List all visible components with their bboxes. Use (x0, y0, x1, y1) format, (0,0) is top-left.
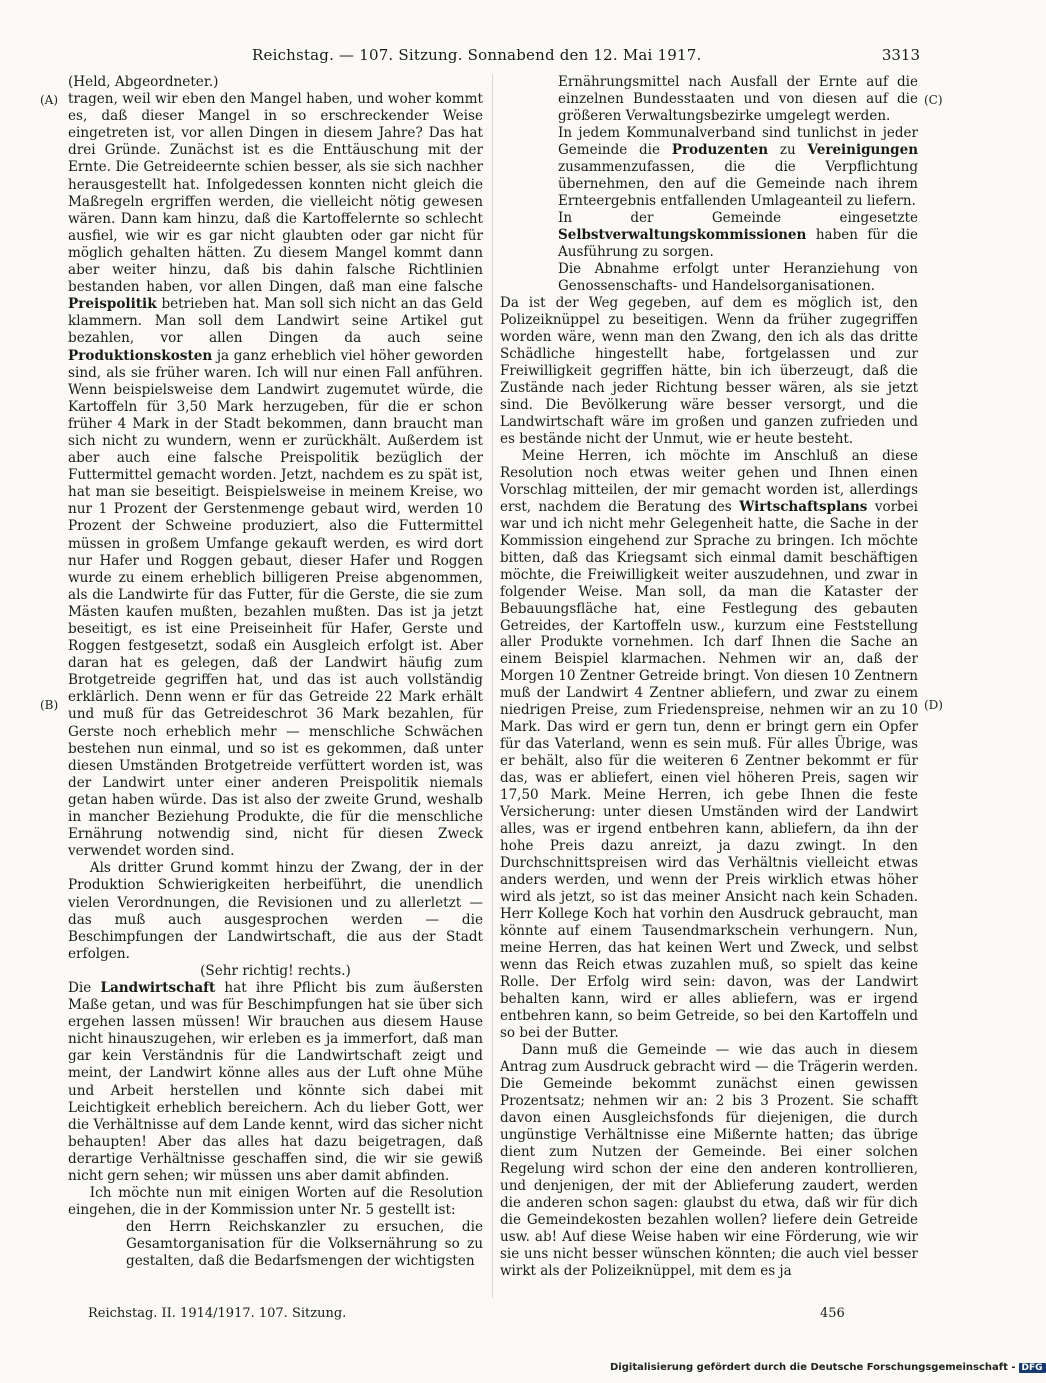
quote-paragraph: In der Gemeinde eingesetzte Selbstverwaltungskommissionen haben für die Ausführung zu sorgen. (558, 209, 918, 260)
right-column (500, 74, 918, 1298)
interjection: (Sehr richtig! rechts.) (200, 962, 351, 979)
emphasis: Wirtschaftsplans (739, 498, 868, 515)
paragraph: Ich möchte nun mit einigen Worten auf die Resolution eingehen, die in der Kommission unter Nr. 5 gestellt ist: (68, 1185, 483, 1219)
running-title: Reichstag. — 107. Sitzung. Sonnabend den 12. Mai 1917. (252, 46, 702, 64)
paragraph: tragen, weil wir eben den Mangel haben, und woher kommt es, daß dieser Mangel in so erschreckender Weise eingetreten ist, vor allen Dingen in diesem Jahre? Das hat drei Gründe. Zunächst ist es die Enttäuschung mit der Ernte. Die Getreideernte schien besser, als sie sich nachher herausgestellt hat. Infolgedessen konnten nicht gleich die Maßregeln ergriffen werden, die vielleicht nötig gewesen wären. Dann kam hinzu, daß die Kartoffelernte so schlecht ausfiel, wie wir es gar nicht glaubten oder gar nicht für möglich gehalten hätten. Zu diesem Mangel kommt dann aber weiter hinzu, daß bis dahin falsche Richtlinien bestanden haben, vor allen Dingen, daß man eine falsche Preispolitik betrieben hat. Man soll sich nicht an das Geld klammern. Man soll dem Landwirt seine Artikel gut bezahlen, vor allen Dingen da auch seine Produktionskosten ja ganz erheblich viel höher geworden sind, als sie früher waren. Ich will nur einen Fall anführen. Wenn beispielsweise dem Landwirt zugemutet würde, die Kartoffeln für 3,50 Mark herzugeben, für die er schon früher 4 Mark in der Stadt bekommen, dann braucht man sich nicht zu wundern, wenn er zurückhält. Außerdem ist aber auch eine falsche Preispolitik bezüglich der Futtermittel gemacht worden. Jetzt, nachdem es zu spät ist, hat man sie beseitigt. Beispielsweise in meinem Kreise, wo nur 1 Prozent der Gerstenmenge gebaut wird, werden 10 Prozent der Schweine produziert, also die Futtermittel müssen in großem Umfange gekauft werden, es wird dort nur Hafer und Roggen gebaut, dieser Hafer und Roggen wurde zu einem erheblich billigeren Preise abgenommen, als die Landwirte für das Futter, für die Gerste, die sie zum Mästen kaufen mußten, bezahlen mußten. Das ist ja jetzt beseitigt, es ist eine Preiseinheit für Hafer, Gerste und Roggen festgesetzt, sodaß ein Ausgleich erfolgt ist. Aber daran hat es gelegen, daß der Landwirt häufig zum Brotgetreide gegriffen hat, und das ist auch vollständig erklärlich. Denn wenn er für das Getreide 22 Mark erhält und muß für das Getreideschrot 36 Mark bezahlen, für Gerste noch erheblich mehr — menschliche Schwächen bestehen nun einmal, und so ist es gekommen, daß unter diesen Umständen Brotgetreide verfüttert worden ist, was der Landwirt unter einer anderen Preispolitik niemals getan haben würde. Das ist also der zweite Grund, weshalb in mancher Beziehung Produkte, die für die menschliche Ernährung notwendig sind, nicht für diesen Zweck verwendet worden sind. (68, 91, 483, 860)
footer-left: Reichstag. II. 1914/1917. 107. Sitzung. (88, 1306, 347, 1321)
resolution-quote-continued (500, 74, 918, 295)
emphasis: Vereinigungen (807, 141, 919, 158)
emphasis: Selbstverwaltungskommissionen (558, 226, 807, 243)
emphasis: Landwirtschaft (100, 979, 216, 996)
margin-mark-b: (B) (40, 698, 59, 712)
quote-paragraph: den Herrn Reichskanzler zu ersuchen, die Gesamtorganisation für die Volksernährung so zu gestalten, daß die Bedarfsmengen der wichtigsten (126, 1219, 483, 1270)
speaker-label: (Held, Abgeordneter.) (68, 74, 219, 90)
quote-paragraph: Ernährungsmittel nach Ausfall der Ernte auf die einzelnen Bundesstaaten und von diesen auf die größeren Verwaltungsbezirke umgelegt werden. (558, 74, 918, 124)
left-column (68, 74, 483, 1298)
digitization-credit (610, 1362, 1046, 1373)
quote-paragraph: In jedem Kommunalverband sind tunlichst in jeder Gemeinde die Produzenten zu Vereinigungen zusammenzufassen, die die Verpflichtung übernehmen, den auf die Gemeinde nach ihrem Ernteergebnis entfallenden Umlageanteil zu liefern. (558, 124, 919, 209)
emphasis: Produktionskosten (68, 347, 213, 364)
dfg-logo: DFG (1019, 1363, 1046, 1373)
resolution-quote (68, 1219, 483, 1270)
credit-text: Digitalisierung gefördert durch die Deutsche Forschungsgemeinschaft - (610, 1362, 1016, 1373)
page-number: 3313 (881, 46, 920, 64)
quote-paragraph: Die Abnahme erfolgt unter Heranziehung von Genossenschafts- und Handelsorganisationen. (558, 260, 918, 294)
paragraph: Meine Herren, ich möchte im Anschluß an diese Resolution noch etwas weiter gehen und Ihnen einen Vorschlag mitteilen, der mir gemacht worden ist, allerdings erst, nachdem die Beratung des Wirtschaftsplans vorbei war und ich nicht mehr Gelegenheit hatte, die Sache in der Kommission eingehend zur Sprache zu bringen. Ich möchte bitten, daß das Kriegsamt sich einmal damit beschäftigen möchte, die Freiwilligkeit weiter auszudehnen, und zwar in folgender Weise. Man soll, da man die Kataster der Bebauungsfläche hat, eine Festlegung des gebauten Getreides, der Kartoffeln usw., kurzum eine Feststellung aller Produkte vornehmen. Ich darf Ihnen die Sache an einem Beispiel klarmachen. Nehmen wir an, daß der Morgen 10 Zentner Getreide bringt. Von diesen 10 Zentnern muß der Landwirt 4 Zentner abliefern, und zwar zu einem niedrigen Preise, zum Friedenspreise, nehmen wir an zu 10 Mark. Das wird er gern tun, denn er bringt gern ein Opfer für das Vaterland, wenn es sein muß. Für alles Übrige, was er behält, also für die weiteren 6 Zentner bekommt er für das, was er abliefert, einen viel höheren Preis, sagen wir 17,50 Mark. Meine Herren, ich gebe Ihnen die feste Versicherung: unter diesen Umständen wird der Landwirt alles, was er irgend entbehren kann, abliefern, da ihn der hohe Preis dazu anreizt, ja dazu zwingt. In den Durchschnittspreisen wird das Verhältnis vielleicht etwas anders werden, und wenn der Preis wirklich etwas höher wird als jetzt, so ist das meiner Ansicht nach kein Schaden. Herr Kollege Koch hat vorhin den Ausdruck gebraucht, man könnte auf einem Tausendmarkschein verhungern. Nun, meine Herren, das hat keinen Wert und Zweck, und selbst wenn das Reich etwas zuzahlen muß, so spielt das keine Rolle. Der Erfolg wird sein: davon, was der Landwirt behalten kann, wird er alles abliefern, was er irgend entbehren kann, so beim Getreide, so bei den Kartoffeln und so bei der Butter. (500, 447, 919, 1042)
footer-sheet-number: 456 (820, 1306, 845, 1321)
margin-mark-c: (C) (924, 93, 943, 107)
paragraph: Die Landwirtschaft hat ihre Pflicht bis zum äußersten Maße getan, und was für Beschimpfungen hat sie über sich ergehen lassen müssen! Wir brauchen aus diesem Hause nicht hinauszugehen, wir erleben es ja immerfort, daß man gar kein Verständnis für die Landwirtschaft zeigt und meint, der Landwirt könne alles aus der Luft ohne Mühe und Arbeit herstellen und könnte sich dabei mit Leichtigkeit erheblich bereichern. Ach du lieber Gott, wer die Verhältnisse auf dem Lande kennt, wird das sicher nicht behaupten! Aber das alles hat dazu beigetragen, daß derartige Verhältnisse geschaffen sind, die wir sie gewiß nicht gern sehen; wir müssen uns aber damit abfinden. (68, 979, 483, 1184)
paragraph: Als dritter Grund kommt hinzu der Zwang, der in der Produktion Schwierigkeiten herbeiführt, die unendlich vielen Verordnungen, die Revisionen und zu allerletzt — das muß auch ausgesprochen werden — die Beschimpfungen der Landwirtschaft, die aus der Stadt erfolgen. (68, 860, 483, 962)
margin-mark-a: (A) (40, 93, 59, 107)
emphasis: Produzenten (671, 141, 769, 158)
margin-mark-d: (D) (924, 698, 943, 712)
paragraph: Dann muß die Gemeinde — wie das auch in diesem Antrag zum Ausdruck gebracht wird — die Trägerin werden. Die Gemeinde bekommt zunächst einen gewissen Prozentsatz; nehmen wir an: 2 bis 3 Prozent. Sie schafft davon einen Ausgleichsfonds für diejenigen, die durch ungünstige Verhältnisse eine Mißernte hatten; das übrige dient zum Nutzen der Gemeinde. Bei einer solchen Regelung wird schon der eine den anderen kontrollieren, und denjenigen, der mit der Ablieferung zaudert, werden die anderen schon sagen: glaubst du etwa, daß wir für dich die Gemeindekosten bezahlen wollen? liefere dein Getreide usw. ab! Auf diese Weise haben wir eine Förderung, wie wir sie uns nicht besser wünschen könnten; die auch viel besser wirkt als der Polizeiknüppel, mit dem es ja (500, 1042, 918, 1279)
running-header (60, 46, 920, 68)
paragraph: Da ist der Weg gegeben, auf dem es möglich ist, den Polizeiknüppel zu beseitigen. Wenn da früher zugegriffen worden wäre, wenn man den Zwang, den ich als das dritte Schädliche hingestellt habe, fortgelassen und zur Freiwilligkeit gegriffen hätte, bin ich überzeugt, daß die Zustände nach jeder Richtung besser wären, als sie jetzt sind. Die Bevölkerung wäre besser versorgt, und die Landwirtschaft wäre im großen und ganzen zufrieden und es bestände nicht der Unmut, wie er heute besteht. (500, 294, 918, 447)
column-divider (492, 74, 493, 1298)
emphasis: Preispolitik (68, 296, 157, 313)
